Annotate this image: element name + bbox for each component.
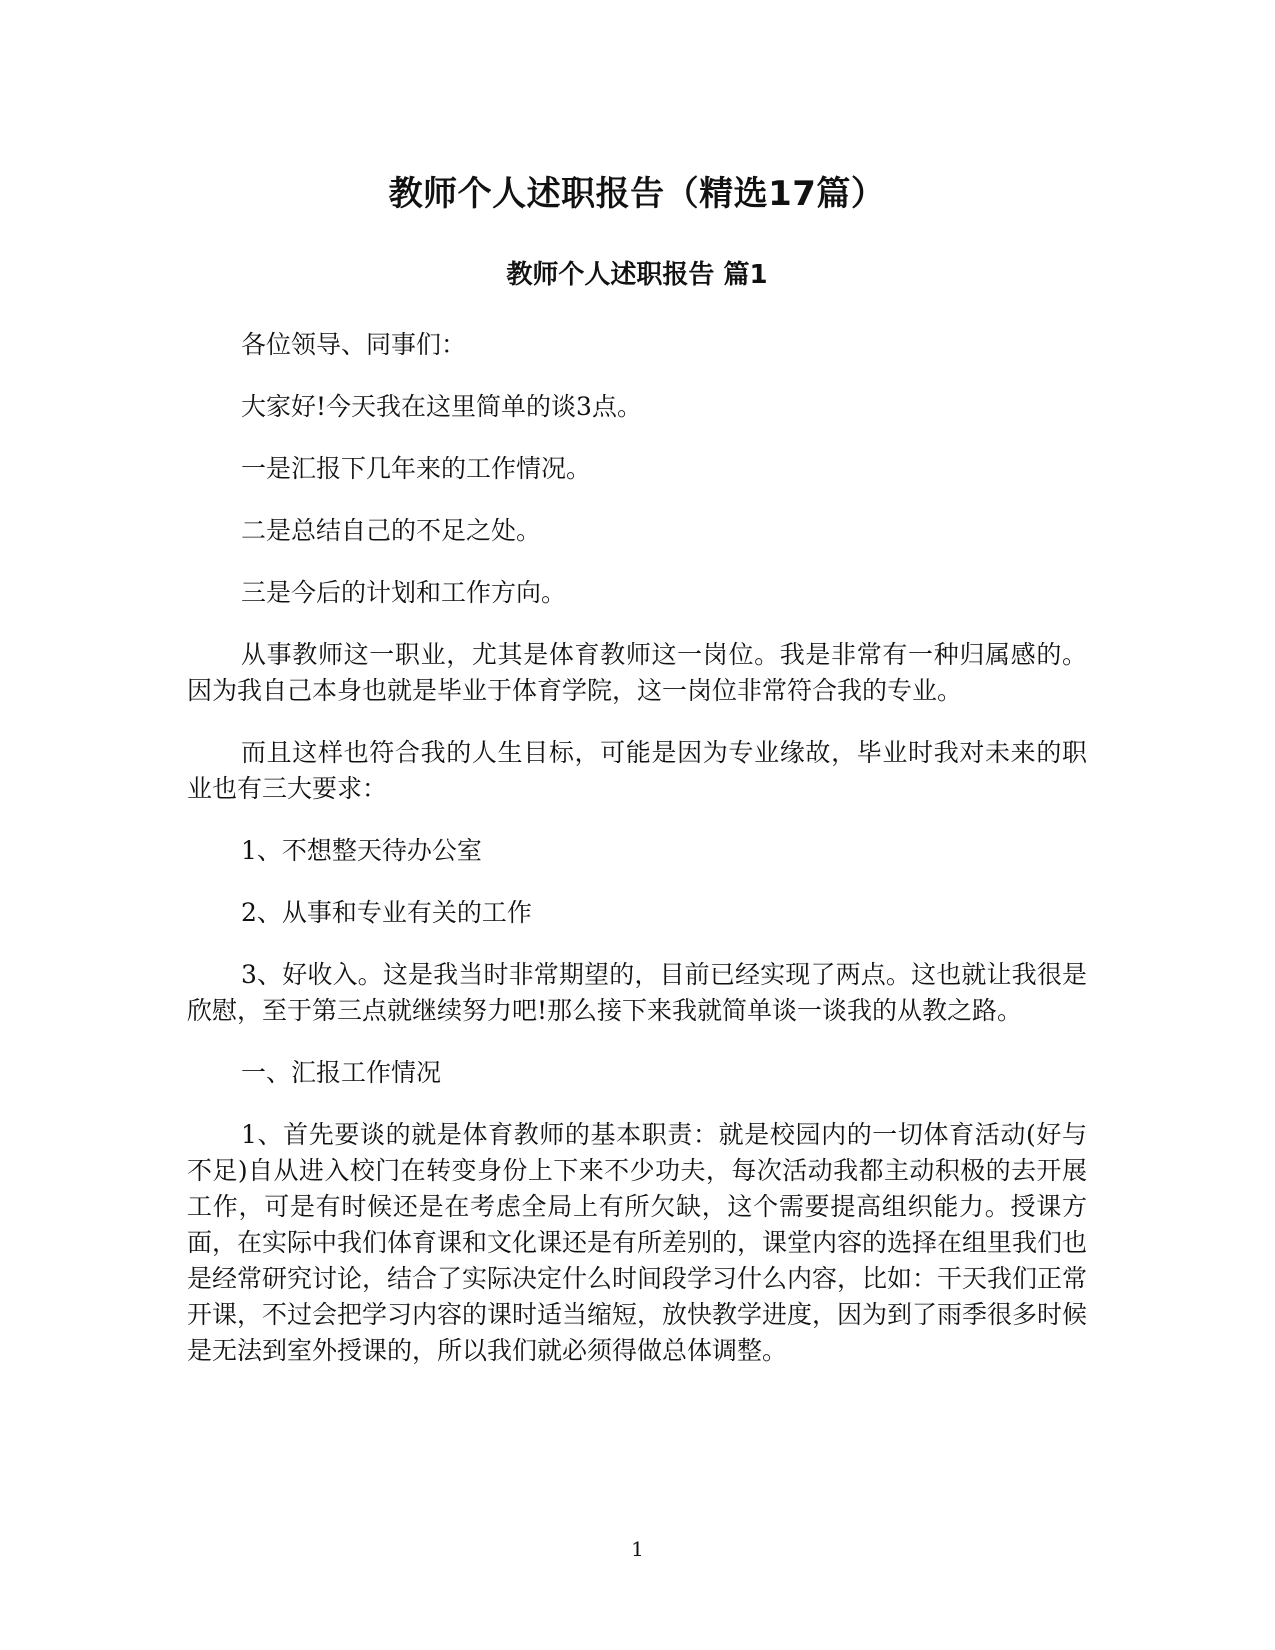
paragraph-duties: 1、首先要谈的就是体育教师的基本职责：就是校园内的一切体育活动(好与不足)自从进入校门在转变身份上下来不少功夫，每次活动我都主动积极的去开展工作，可是有时候还是在考虑全局上有所欠缺，这个需要提高组织能力。授课方面，在实际中我们体育课和文化课还是有所差别的，课堂内容的选择在组里我们也是经常研究讨论，结合了实际决定什么时间段学习什么内容，比如：干天我们正常开课，不过会把学习内容的课时适当缩短，放快教学进度，因为到了雨季很多时候是无法到室外授课的，所以我们就必须得做总体调整。 [187, 1120, 1088, 1365]
paragraph-heading-work-report: 一、汇报工作情况 [241, 1058, 442, 1087]
paragraph-greeting: 各位领导、同事们： [241, 330, 467, 359]
paragraph-point-one: 一是汇报下几年来的工作情况。 [241, 454, 592, 483]
paragraph-point-three: 三是今后的计划和工作方向。 [241, 578, 567, 607]
paragraph-requirement-3: 3、好收入。这是我当时非常期望的，目前已经实现了两点。这也就让我很是欣慰，至于第三点就继续努力吧!那么接下来我就简单谈一谈我的从教之路。 [187, 960, 1087, 1025]
paragraph-requirement-1: 1、不想整天待办公室 [241, 836, 482, 865]
paragraph-profession: 从事教师这一职业，尤其是体育教师这一岗位。我是非常有一种归属感的。因为我自己本身也就是毕业于体育学院，这一岗位非常符合我的专业。 [187, 640, 1087, 705]
document-body [187, 327, 1087, 1395]
paragraph-goals: 而且这样也符合我的人生目标，可能是因为专业缘故，毕业时我对未来的职业也有三大要求： [187, 738, 1087, 803]
paragraph-intro: 大家好!今天我在这里简单的谈3点。 [241, 392, 642, 421]
paragraph-point-two: 二是总结自己的不足之处。 [241, 516, 542, 545]
paragraph-requirement-2: 2、从事和专业有关的工作 [241, 898, 532, 927]
document-title: 教师个人述职报告（精选17篇） [388, 174, 886, 214]
section-title: 教师个人述职报告 篇1 [506, 260, 768, 290]
page-number: 1 [631, 1537, 644, 1561]
